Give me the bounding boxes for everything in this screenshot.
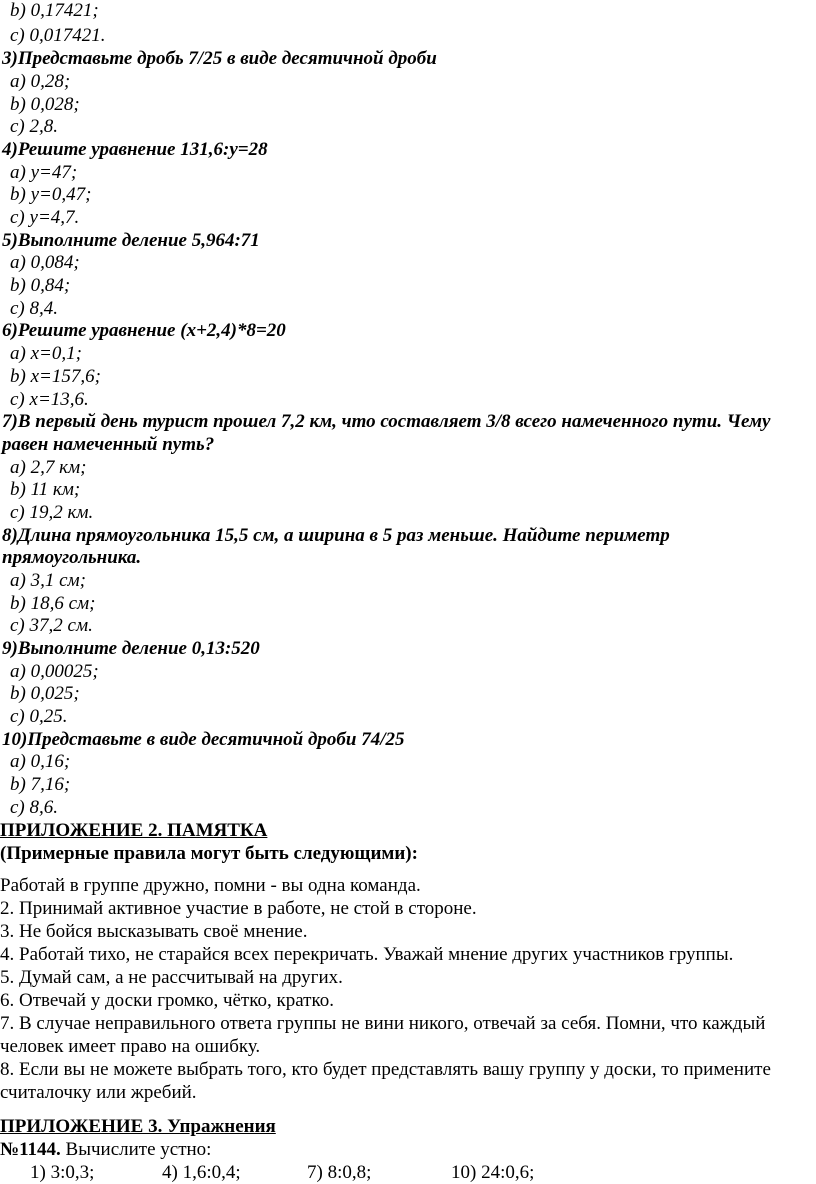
rule-item: 7. В случае неправильного ответа группы не вини никого, отвечай за себя. Помни, что каждый	[0, 1013, 766, 1034]
option-a: a) x=0,1;	[10, 343, 82, 364]
question-title: 3)Представьте дробь 7/25 в виде десятичной дроби	[2, 48, 437, 69]
rule-item: 4. Работай тихо, не старайся всех перекричать. Уважай мнение других участников группы.	[0, 944, 734, 965]
appendix-2-subheading: (Примерные правила могут быть следующими):	[0, 843, 418, 864]
option-c: c) 0,017421.	[10, 25, 106, 46]
question-title-line-2: прямоугольника.	[2, 547, 142, 568]
option-b: b) 0,025;	[10, 683, 80, 704]
question-title: 10)Представьте в виде десятичной дроби 74/25	[2, 729, 405, 750]
question-title-line-1: 7)В первый день турист прошел 7,2 км, что составляет 3/8 всего намеченного пути. Чему	[2, 411, 771, 432]
exercise-prompt	[0, 1139, 211, 1161]
option-c: c) 8,6.	[10, 797, 59, 818]
exercise-number: №1144.	[0, 1139, 61, 1160]
option-a: a) 2,7 км;	[10, 457, 87, 478]
option-c: c) y=4,7.	[10, 207, 80, 228]
rule-item: 3. Не бойся высказывать своё мнение.	[0, 921, 308, 942]
appendix-3-heading: ПРИЛОЖЕНИЕ 3. Упражнения	[0, 1116, 276, 1137]
question-title: 9)Выполните деление 0,13:520	[2, 638, 260, 659]
question-title: 5)Выполните деление 5,964:71	[2, 230, 260, 251]
option-a: a) 3,1 см;	[10, 570, 86, 591]
option-c: c) 2,8.	[10, 116, 59, 137]
option-a: a) 0,16;	[10, 751, 71, 772]
rule-item: 2. Принимай активное участие в работе, не стой в стороне.	[0, 898, 477, 919]
option-b: b) 0,028;	[10, 94, 80, 115]
option-a: a) 0,084;	[10, 252, 80, 273]
option-b: b) x=157,6;	[10, 366, 101, 387]
rule-item: 5. Думай сам, а не рассчитывай на других.	[0, 967, 343, 988]
exercise-text: Вычислите устно:	[60, 1139, 212, 1160]
rule-item: Работай в группе дружно, помни - вы одна команда.	[0, 875, 421, 896]
option-c: c) 8,4.	[10, 298, 59, 319]
exercise-item: 7) 8:0,8;	[307, 1162, 372, 1183]
rule-item-continued: человек имеет право на ошибку.	[0, 1036, 261, 1057]
rule-item: 8. Если вы не можете выбрать того, кто будет представлять вашу группу у доски, то примените	[0, 1059, 771, 1080]
option-b: b) 7,16;	[10, 774, 71, 795]
question-title: 6)Решите уравнение (x+2,4)*8=20	[2, 320, 286, 341]
question-title-line-1: 8)Длина прямоугольника 15,5 см, а ширина в 5 раз меньше. Найдите периметр	[2, 525, 670, 546]
option-b: b) 18,6 см;	[10, 593, 96, 614]
option-c: c) 0,25.	[10, 706, 68, 727]
question-title: 4)Решите уравнение 131,6:y=28	[2, 139, 268, 160]
exercise-item: 1) 3:0,3;	[30, 1162, 95, 1183]
option-b: b) y=0,47;	[10, 184, 92, 205]
option-a: a) 0,28;	[10, 71, 71, 92]
option-a: a) 0,00025;	[10, 661, 99, 682]
exercise-item: 10) 24:0,6;	[451, 1162, 535, 1183]
exercise-item: 4) 1,6:0,4;	[162, 1162, 241, 1183]
option-c: c) 37,2 см.	[10, 615, 93, 636]
option-c: c) 19,2 км.	[10, 502, 94, 523]
option-b: b) 11 км;	[10, 479, 81, 500]
appendix-2-heading: ПРИЛОЖЕНИЕ 2. ПАМЯТКА	[0, 820, 268, 841]
question-title-line-2: равен намеченный путь?	[2, 434, 215, 455]
option-b: b) 0,17421;	[10, 0, 99, 21]
rule-item: 6. Отвечай у доски громко, чётко, кратко.	[0, 990, 334, 1011]
rule-item-continued: считалочку или жребий.	[0, 1082, 197, 1103]
option-a: a) y=47;	[10, 162, 78, 183]
option-c: c) x=13,6.	[10, 389, 89, 410]
option-b: b) 0,84;	[10, 275, 71, 296]
